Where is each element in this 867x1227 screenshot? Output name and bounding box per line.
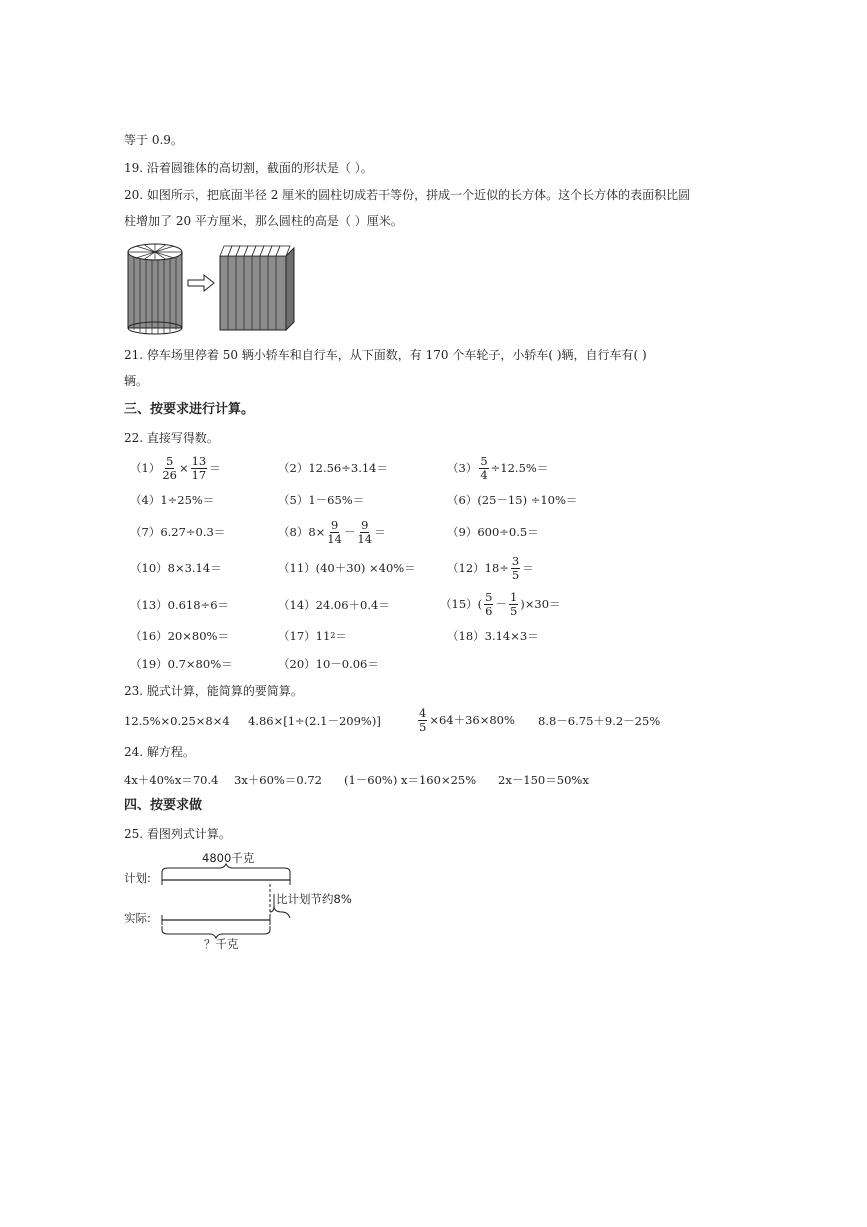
fraction: $\frac{5}{4}$ [480, 453, 488, 482]
save-bracket [270, 894, 290, 918]
q22-item-5: （5）1－65%＝ [278, 493, 365, 507]
section-3-heading: 三、按要求进行计算。 [124, 402, 255, 417]
fraction: $\frac{3}{5}$ [511, 553, 520, 582]
q22-item-3: （3） $\frac{5}{4}$ ÷12.5%＝ [447, 453, 549, 482]
question-23-title: 23. 脱式计算，能简算的要简算。 [124, 684, 303, 698]
question-21-line1: 21. 停车场里停着 50 辆小轿车和自行车，从下面数，有 170 个车轮子，小轿车( )辆，自行车有( ) [124, 348, 647, 362]
q22-item-4: （4）1÷25%＝ [130, 493, 215, 507]
question-20-line2: 柱增加了 20 平方厘米，那么圆柱的高是（ ）厘米。 [124, 214, 403, 228]
q22-item-18: （18）3.14×3＝ [447, 629, 539, 643]
top-brace [162, 864, 290, 876]
diagram-actual-label: 实际: [124, 911, 151, 925]
q23-expression-a: 12.5%×0.25×8×4 [124, 714, 230, 728]
fraction: $\frac{13}{17}$ [191, 453, 207, 482]
q22-item-8: （8）8× $\frac{9}{14}$ － $\frac{9}{14}$ ＝ [278, 517, 386, 546]
question-21-line2: 辆。 [124, 374, 149, 388]
fraction: $\frac{5}{6}$ [485, 589, 493, 618]
q23-expression-b: 4.86×[1÷(2.1－209%)] [248, 714, 381, 728]
q22-item-17: （17）11 2 ＝ [278, 629, 347, 643]
question-22-title: 22. 直接写得数。 [124, 431, 219, 445]
q22-item-2: （2）12.56÷3.14＝ [278, 461, 388, 475]
q22-item-12: （12）18÷ $\frac{3}{5}$ ＝ [447, 553, 534, 582]
intro-line: 等于 0.9。 [124, 133, 183, 147]
question-25-title: 25. 看图列式计算。 [124, 827, 231, 841]
q22-item-6: （6）(25－15) ÷10%＝ [447, 493, 578, 507]
diagram-top-label: 4800千克 [202, 851, 255, 865]
bottom-brace [162, 926, 270, 938]
fraction: $\frac{5}{26}$ [162, 453, 177, 482]
fraction: $\frac{9}{14}$ [357, 517, 373, 546]
segment-lines [124, 846, 374, 954]
q24-equation-c: (1－60%) x＝160×25% [344, 773, 477, 787]
fraction: $\frac{4}{5}$ [419, 705, 427, 734]
q22-item-7: （7）6.27÷0.3＝ [130, 525, 226, 539]
section-4-heading: 四、按要求做 [124, 798, 203, 813]
cylinder-cuboid-figure [124, 240, 299, 336]
question-24-title: 24. 解方程。 [124, 745, 195, 759]
q22-item-10: （10）8×3.14＝ [130, 561, 222, 575]
q22-item-15: （15）( $\frac{5}{6}$ － $\frac{1}{5}$ )×30＝ [440, 589, 561, 618]
q24-equation-a: 4x＋40%x＝70.4 [124, 773, 219, 787]
fraction: $\frac{1}{5}$ [509, 589, 518, 618]
question-20-line1: 20. 如图所示，把底面半径 2 厘米的圆柱切成若干等份，拼成一个近似的长方体。这个长方体的表面积比圆 [124, 188, 691, 202]
q23-expression-c: $\frac{4}{5}$ ×64＋36×80% [419, 705, 515, 734]
diagram-save-label: 比计划节约8% [276, 892, 352, 906]
diagram-bottom-label: ？千克 [204, 937, 239, 951]
q22-item-11: （11）(40＋30) ×40%＝ [278, 561, 416, 575]
q22-item-19: （19）0.7×80%＝ [130, 657, 233, 671]
segment-diagram [124, 846, 374, 954]
q24-equation-b: 3x＋60%＝0.72 [234, 773, 322, 787]
q22-item-20: （20）10－0.06＝ [278, 657, 379, 671]
q22-item-1: （1） $\frac{5}{26}$ × $\frac{13}{17}$ ＝ [130, 453, 221, 482]
fraction: $\frac{9}{14}$ [327, 517, 342, 546]
q22-item-13: （13）0.618÷6＝ [130, 598, 230, 612]
diagram-plan-label: 计划: [124, 871, 151, 885]
q24-equation-d: 2x－150＝50%x [498, 773, 589, 787]
q22-item-14: （14）24.06＋0.4＝ [278, 598, 390, 612]
q23-expression-d: 8.8－6.75＋9.2－25% [538, 714, 661, 728]
q22-item-9: （9）600÷0.5＝ [447, 525, 539, 539]
question-19: 19. 沿着圆锥体的高切割，截面的形状是（ ）。 [124, 161, 373, 175]
q22-item-16: （16）20×80%＝ [130, 629, 229, 643]
